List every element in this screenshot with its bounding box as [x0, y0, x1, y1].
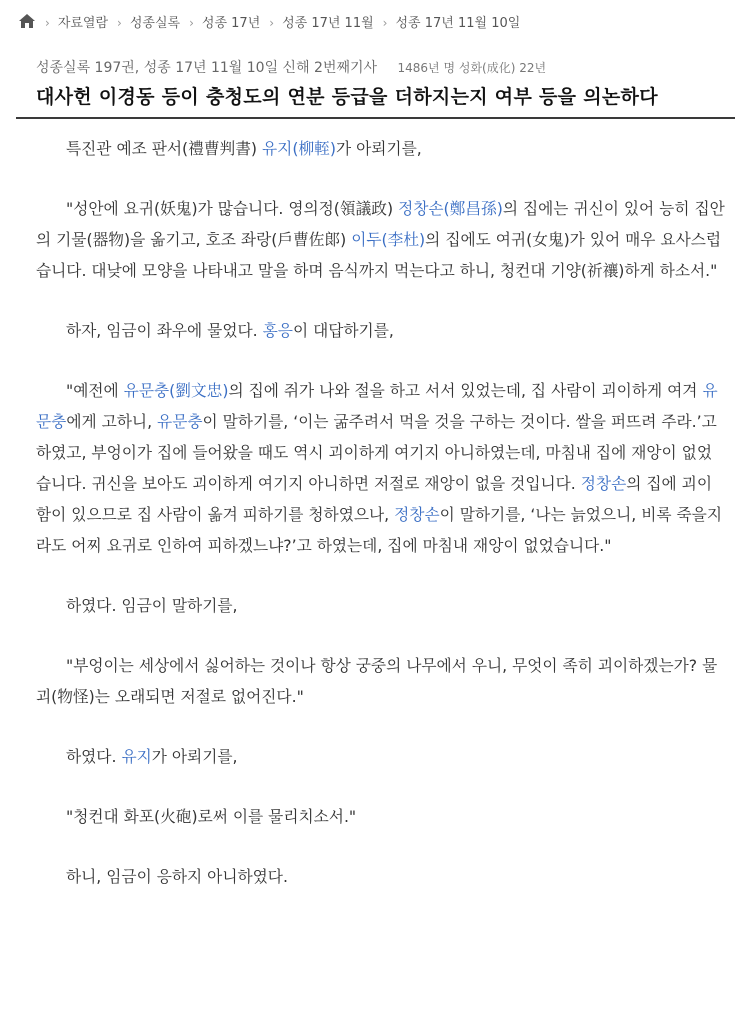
paragraph-text: "성안에 요귀(妖鬼)가 많습니다. 영의정(領議政) [66, 199, 399, 218]
paragraph [36, 590, 726, 621]
person-link[interactable]: 정창손 [394, 505, 440, 524]
paragraph-text: 하였다. 임금이 말하기를, [66, 596, 238, 615]
breadcrumb-item[interactable]: 성종 17년 11월 [282, 15, 374, 31]
breadcrumb-item[interactable]: 성종실록 [129, 15, 181, 31]
paragraph-text: 이 대답하기를, [292, 321, 394, 340]
chevron-right-icon: › [45, 15, 50, 30]
paragraph-text: 이 말하기를, ‘이는 굶주려서 먹을 것을 구하는 것이다. 쌀을 퍼뜨려 주라.’고 하였고, 부엉이가 집에 들어왔을 때도 역시 괴이하게 여기지 아니하였는데, 마침내 집에 재앙이 없었습니다. 귀신을 보아도 괴이하게 여기지 아니하면 저절로 재앙이 없을 것입니다. [36, 412, 717, 493]
article-body [36, 133, 726, 892]
paragraph-text: 이 말하기를, ‘나는 늙었으니, 비록 죽을지라도 어찌 요귀로 인하여 피하겠느냐?’고 하였는데, 집에 마침내 재앙이 없었습니다." [36, 505, 722, 555]
person-link[interactable]: 유문충 [36, 381, 718, 431]
person-link[interactable]: 홍응 [262, 321, 293, 340]
paragraph [36, 801, 726, 832]
paragraph-text: 하자, 임금이 좌우에 물었다. [66, 321, 263, 340]
breadcrumb [18, 8, 520, 34]
person-link[interactable]: 유문충 [157, 412, 203, 431]
article-date: 1486년 명 성화(成化) 22년 [397, 61, 547, 75]
paragraph [36, 315, 726, 346]
chevron-right-icon: › [117, 15, 122, 30]
breadcrumb-item[interactable]: 성종 17년 11월 10일 [395, 15, 521, 31]
paragraph-text: 특진관 예조 판서(禮曹判書) [66, 139, 263, 158]
article-subinfo [36, 57, 546, 77]
paragraph-text: 가 아뢰기를, [151, 747, 238, 766]
paragraph-text: "예전에 [66, 381, 124, 400]
paragraph [36, 650, 726, 712]
chevron-right-icon: › [189, 15, 194, 30]
chevron-right-icon: › [382, 15, 388, 30]
paragraph [36, 375, 726, 561]
person-link[interactable]: 정창손 [580, 474, 627, 493]
home-icon[interactable] [18, 13, 36, 29]
person-link[interactable]: 유문충(劉文忠) [123, 381, 229, 400]
chevron-right-icon: › [269, 15, 275, 30]
breadcrumb-items [36, 12, 520, 31]
person-link[interactable]: 정창손(鄭昌孫) [398, 199, 503, 218]
breadcrumb-item[interactable]: 성종 17년 [201, 15, 261, 31]
person-link[interactable]: 유지 [121, 747, 152, 766]
paragraph [36, 861, 726, 892]
paragraph-text: 하니, 임금이 응하지 아니하였다. [66, 867, 288, 886]
title-divider [16, 117, 735, 119]
paragraph-text: 가 아뢰기를, [335, 139, 422, 158]
paragraph [36, 741, 726, 772]
person-link[interactable]: 유지(柳輊) [262, 139, 336, 158]
paragraph-text: 의 집에는 귀신이 있어 능히 집안의 기물(器物)을 옮기고, 호조 좌랑(戶曹佐郞) [36, 199, 725, 249]
paragraph-text: "청컨대 화포(火砲)로써 이를 물리치소서." [66, 807, 357, 826]
article-source: 성종실록 197권, 성종 17년 11월 10일 신해 2번째기사 [36, 60, 378, 76]
paragraph-text: "부엉이는 세상에서 싫어하는 것이나 항상 궁중의 나무에서 우니, 무엇이 족히 괴이하겠는가? 물괴(物怪)는 오래되면 저절로 없어진다." [36, 656, 718, 706]
paragraph [36, 193, 726, 286]
paragraph-text: 하였다. [66, 747, 122, 766]
article-title: 대사헌 이경동 등이 충청도의 연분 등급을 더하지는지 여부 등을 의논하다 [36, 86, 658, 108]
person-link[interactable]: 이두(李杜) [351, 230, 426, 249]
paragraph-text: 에게 고하니, [66, 412, 158, 431]
breadcrumb-item[interactable]: 자료열람 [57, 15, 109, 31]
paragraph-text: 의 집에 괴이함이 있으므로 집 사람이 옮겨 피하기를 청하였으나, [36, 474, 712, 524]
paragraph [36, 133, 726, 164]
paragraph-text: 의 집에도 여귀(女鬼)가 있어 매우 요사스럽습니다. 대낮에 모양을 나타내고 말을 하며 음식까지 먹는다고 하니, 청컨대 기양(祈禳)하게 하소서." [36, 230, 722, 280]
paragraph-text: 의 집에 쥐가 나와 절을 하고 서서 있었는데, 집 사람이 괴이하게 여겨 [228, 381, 703, 400]
